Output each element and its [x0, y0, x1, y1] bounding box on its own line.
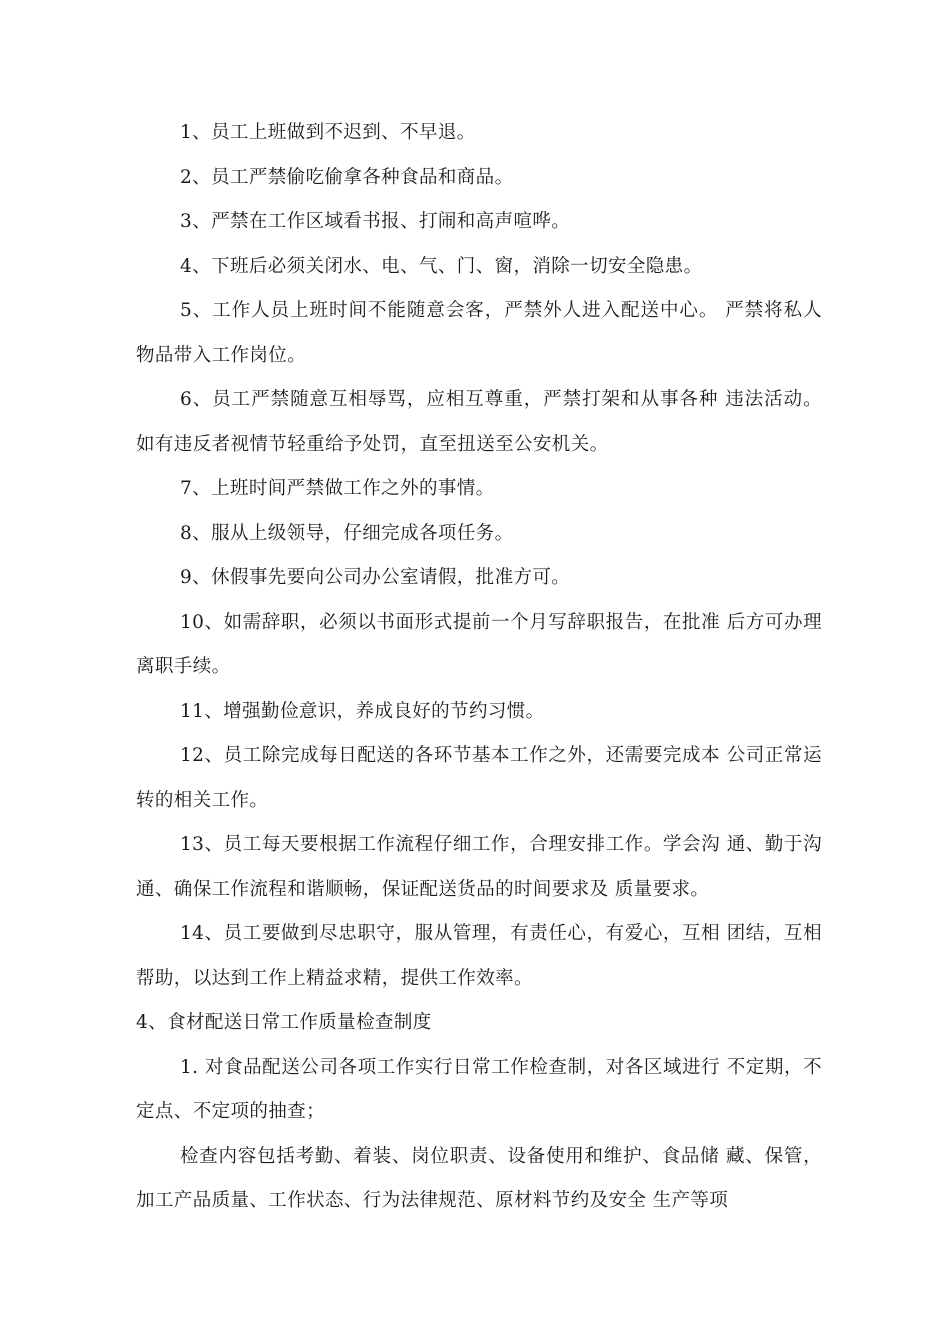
rule-paragraph-9: 9、休假事先要向公司办公室请假，批准方可。: [180, 567, 571, 588]
section-paragraph-2: 检查内容包括考勤、着装、岗位职责、设备使用和维护、食品储 藏、保管，加工产品质量、工作状态、行为法律规范、原材料节约及安全 生产等项: [136, 1145, 822, 1211]
rule-paragraph-10: 10、如需辞职，必须以书面形式提前一个月写辞职报告，在批准 后方可办理离职手续。: [136, 611, 822, 677]
rule-paragraph-6: 6、员工严禁随意互相辱骂，应相互尊重，严禁打架和从事各种 违法活动。如有违反者视情节轻重给予处罚，直至扭送至公安机关。: [136, 389, 822, 455]
section-heading: 4、食材配送日常工作质量检查制度: [136, 1012, 432, 1033]
rule-paragraph-11: 11、增强勤俭意识，养成良好的节约习惯。: [180, 700, 545, 722]
rule-paragraph-4: 4、下班后必须关闭水、电、气、门、窗，消除一切安全隐患。: [180, 255, 703, 277]
rule-paragraph-1: 1、员工上班做到不迟到、不早退。: [180, 122, 476, 143]
section-paragraph-1: 1. 对食品配送公司各项工作实行日常工作检查制，对各区域进行 不定期，不定点、不定项的抽查；: [136, 1056, 822, 1122]
rule-paragraph-14: 14、员工要做到尽忠职守，服从管理，有责任心，有爱心，互相 团结，互相帮助，以达到工作上精益求精，提供工作效率。: [136, 923, 822, 989]
rule-paragraph-2: 2、员工严禁偷吃偷拿各种食品和商品。: [180, 166, 514, 188]
rule-paragraph-13: 13、员工每天要根据工作流程仔细工作，合理安排工作。学会沟 通、勤于沟通、确保工作流程和谐顺畅，保证配送货品的时间要求及 质量要求。: [136, 834, 822, 900]
rule-paragraph-5: 5、工作人员上班时间不能随意会客，严禁外人进入配送中心。 严禁将私人物品带入工作岗位。: [136, 300, 822, 366]
rule-paragraph-12: 12、员工除完成每日配送的各环节基本工作之外，还需要完成本 公司正常运转的相关工作。: [136, 745, 822, 811]
rule-paragraph-7: 7、上班时间严禁做工作之外的事情。: [180, 478, 495, 499]
rule-paragraph-3: 3、严禁在工作区域看书报、打闹和高声喧哗。: [180, 211, 571, 232]
rule-paragraph-8: 8、服从上级领导，仔细完成各项任务。: [180, 522, 514, 544]
